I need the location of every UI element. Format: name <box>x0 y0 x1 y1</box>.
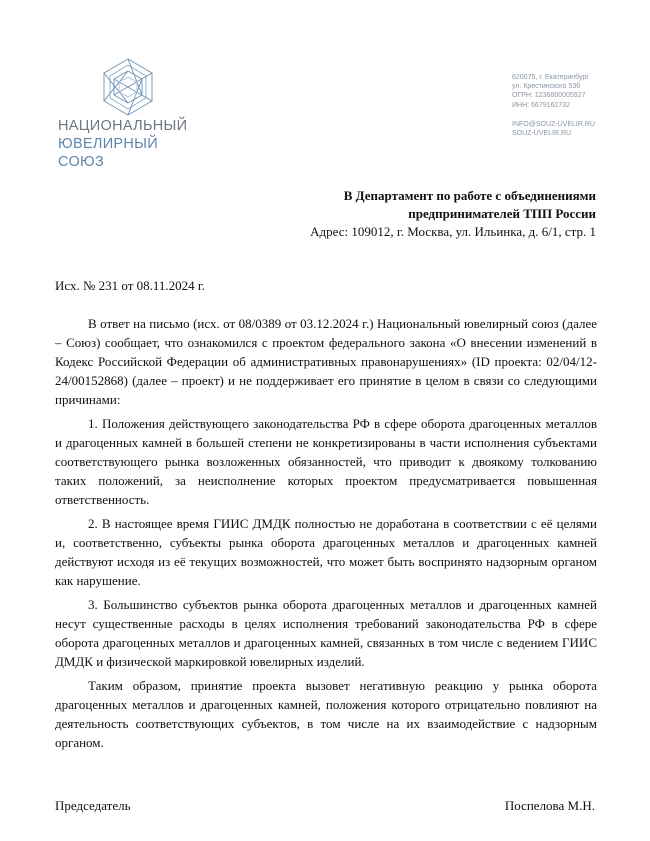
recipient-line1: В Департамент по работе с объединениями <box>343 188 596 203</box>
contact-address-street: ул. Крестинского 53б <box>512 83 581 91</box>
contact-separator <box>512 110 608 120</box>
hexagonal-knot-logo-icon <box>96 55 160 119</box>
body-paragraph-reason-3: 3. Большинство субъектов рынка оборота драгоценных металлов и драгоценных камней несут существенные расходы в целях исполнения требований законодательства РФ в сфере оборота драгоценных металлов и драгоценных камней, связанных в том числе с ведением ГИИС ДМДК и физической маркировкой ювелирных изделий. <box>55 597 597 669</box>
signature-name: Поспелова М.Н. <box>504 798 595 813</box>
outgoing-number: Исх. № 231 от 08.11.2024 г. <box>55 278 206 293</box>
recipient-address: Адрес: 109012, г. Москва, ул. Ильинка, д. 6/1, стр. 1 <box>310 224 596 239</box>
contact-email: INFO@SOUZ-UVELIR.RU <box>512 120 595 128</box>
body-paragraph-reason-2: 2. В настоящее время ГИИС ДМДК полностью не доработана в соответствии с её целями и, соответственно, субъекты рынка оборота драгоценных металлов и драгоценных камней действуют исходя из её текущих возможностей, что может быть воспринято надзорным органом как нарушение. <box>55 516 597 588</box>
letterhead-contacts <box>512 73 608 138</box>
signature-position: Председатель <box>55 798 131 813</box>
body-paragraph-reason-1: 1. Положения действующего законодательства РФ в сфере оборота драгоценных металлов и драгоценных камней в большей степени не конкретизированы в части исполнения субъектами соответствующего рынка возложенных обязанностей, что приводит к двоякому толкованию таких положений, за неисполнение которых проектом предусматривается повышенная ответственность. <box>55 416 597 507</box>
logo-text-line2: ЮВЕЛИРНЫЙ СОЮЗ <box>58 136 159 170</box>
letter-body <box>55 314 597 757</box>
body-paragraph-conclusion: Таким образом, принятие проекта вызовет негативную реакцию у рынка оборота драгоценных металлов и драгоценных камней, положения которого отрицательно повлияют на деятельность соответствующих субъектов, в том числе на их взаимодействие с надзорным органом. <box>55 678 597 750</box>
recipient-line2: предпринимателей ТПП России <box>408 206 596 221</box>
letterhead-logo <box>58 55 198 170</box>
contact-website: SOUZ-UVELIR.RU <box>512 130 572 138</box>
contact-address-city: 620075, г. Екатеринбург <box>512 74 589 81</box>
body-paragraph-intro: В ответ на письмо (исх. от 08/0389 от 03.12.2024 г.) Национальный ювелирный союз (далее – Союз) сообщает, что ознакомился с проектом федерального закона «О внесении изменений в Кодекс Российской Федерации об административных правонарушениях» (ID проекта: 02/04/12-24/00152868) (далее – проект) и не поддерживает его принятие в целом в связи со следующими причинами: <box>55 316 597 407</box>
contact-ogrn: ОГРН: 1236600005927 <box>512 92 586 100</box>
contact-inn: ИНН: 6679162732 <box>512 101 570 109</box>
logo-text-line1: НАЦИОНАЛЬНЫЙ <box>58 118 188 134</box>
recipient-block <box>310 187 596 241</box>
